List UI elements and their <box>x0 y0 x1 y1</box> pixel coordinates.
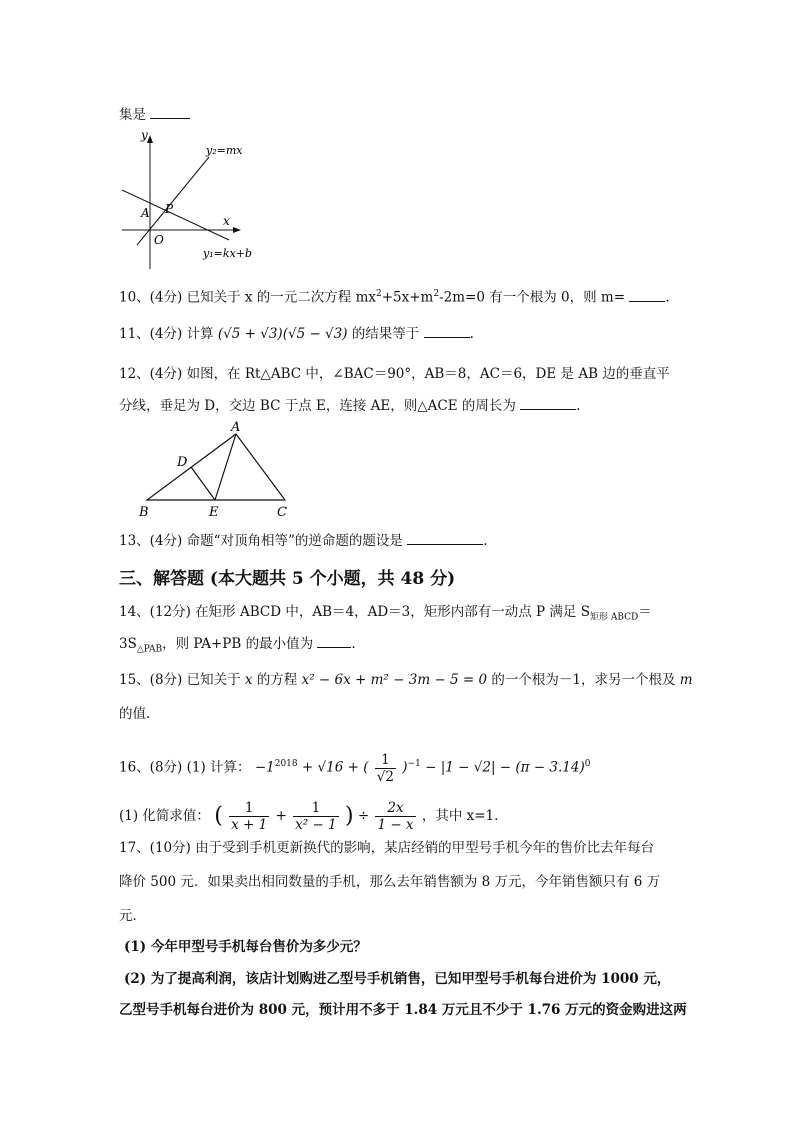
q9-tail: 集是 <box>119 104 190 125</box>
question-12-line2: 分线，垂足为 D，交边 BC 于点 E，连接 AE，则△ACE 的周长为 . <box>119 395 580 416</box>
question-13: 13、(4分) 命题“对顶角相等”的逆命题的题设是 . <box>119 530 488 551</box>
segment-de <box>191 467 215 500</box>
y-axis-arrow <box>147 135 153 143</box>
question-15-line1: 15、(8分) 已知关于 x 的方程 x² − 6x + m² − 3m − 5 = 0 的一个根为－1，求另一个根及 m <box>119 672 693 688</box>
fraction-one-over-root2: $\frac{1}{√2}$ <box>376 751 394 785</box>
question-12-line1: 12、(4分) 如图，在 Rt△ABC 中，∠BAC＝90°，AB＝8，AC＝6，DE 是 AB 边的垂直平 <box>119 366 670 382</box>
x-axis-label: x <box>223 214 230 228</box>
answer-blank <box>629 287 665 302</box>
origin-label: O <box>154 233 164 247</box>
question-17-line1: 17、(10分) 由于受到手机更新换代的影响，某店经销的甲型号手机今年的售价比去年每台 <box>119 840 655 856</box>
answer-blank <box>150 104 190 119</box>
question-16-part2: (1) 化简求值： ( $\frac{1}{x + 1}$ + $\frac{1}{\text{x² − 1}}$ ) ÷ $\frac{2x}{1 - x}$ ，其中 x=1. <box>119 800 499 833</box>
question-17-part2-line1: (2) 为了提高利润，该店计划购进乙型号手机销售，已知甲型号手机每台进价为 1000 元， <box>124 971 671 987</box>
fraction-a: $\frac{1}{x + 1}$ <box>231 800 268 833</box>
answer-blank <box>520 395 576 410</box>
vertex-b: B <box>139 505 149 520</box>
question-14-line2: $3S_{\triangle PAB}$，则 PA+PB 的最小值为 . <box>119 633 356 660</box>
question-14-line1: 14、(12分) 在矩形 ABCD 中，AB＝4，AD＝3，矩形内部有一动点 P 满足 $S_{矩形 ABCD}=$ <box>119 604 652 623</box>
segment-ae <box>215 434 236 500</box>
question-17-part1: (1) 今年甲型号手机每台售价为多少元？ <box>124 939 367 955</box>
section-title: 三、解答题 (本大题共 5 个小题，共 48 分) <box>119 569 456 589</box>
x-axis-arrow <box>233 227 241 233</box>
line-y2 <box>137 157 209 245</box>
answer-blank <box>407 530 483 545</box>
question-17-line3: 元． <box>119 908 146 924</box>
question-17-part2-line2: 乙型号手机每台进价为 800 元，预计用不多于 1.84 万元且不少于 1.76 万元的资金购进这两 <box>119 1002 687 1018</box>
point-p-label: P <box>165 202 174 216</box>
triangle-abc <box>147 434 285 500</box>
y-axis-label: y <box>141 128 148 142</box>
vertex-c: C <box>277 505 287 520</box>
point-e: E <box>209 505 219 520</box>
point-a-label: A <box>141 206 150 220</box>
answer-blank <box>424 323 470 338</box>
vertex-a: A <box>231 420 241 435</box>
line-y2-label: y₂=mx <box>206 144 243 157</box>
answer-blank <box>317 633 351 648</box>
question-16-part1: 16、(8分) (1) 计算： $-1^{2018} + √16$ + ( $\frac{1}{√2}$ )$^{-1} - |1 - √2| - (\pi - 3.14)^0$ <box>119 751 591 785</box>
fraction-b: $\frac{1}{\text{x² − 1}}$ <box>295 800 337 833</box>
question-10: 10、(4分) 已知关于 x 的一元二次方程 $mx^2+5x+m^2-2m=0$ 有一个根为 0，则 m= . <box>119 284 670 308</box>
line-y1-label: y₁=kx+b <box>203 247 252 260</box>
question-11: 11、(4分) 计算 (√5 + √3)(√5 − √3) 的结果等于 . <box>119 323 474 344</box>
question-15-line2: 的值. <box>119 706 151 722</box>
point-d: D <box>177 455 188 470</box>
figure-linear-functions <box>119 127 269 272</box>
fraction-c: $\frac{2x}{1 - x}$ <box>377 800 414 833</box>
figure-triangle <box>135 418 305 522</box>
question-17-line2: 降价 500 元．如果卖出相同数量的手机，那么去年销售额为 8 万元，今年销售额只有 6 万 <box>119 874 661 890</box>
